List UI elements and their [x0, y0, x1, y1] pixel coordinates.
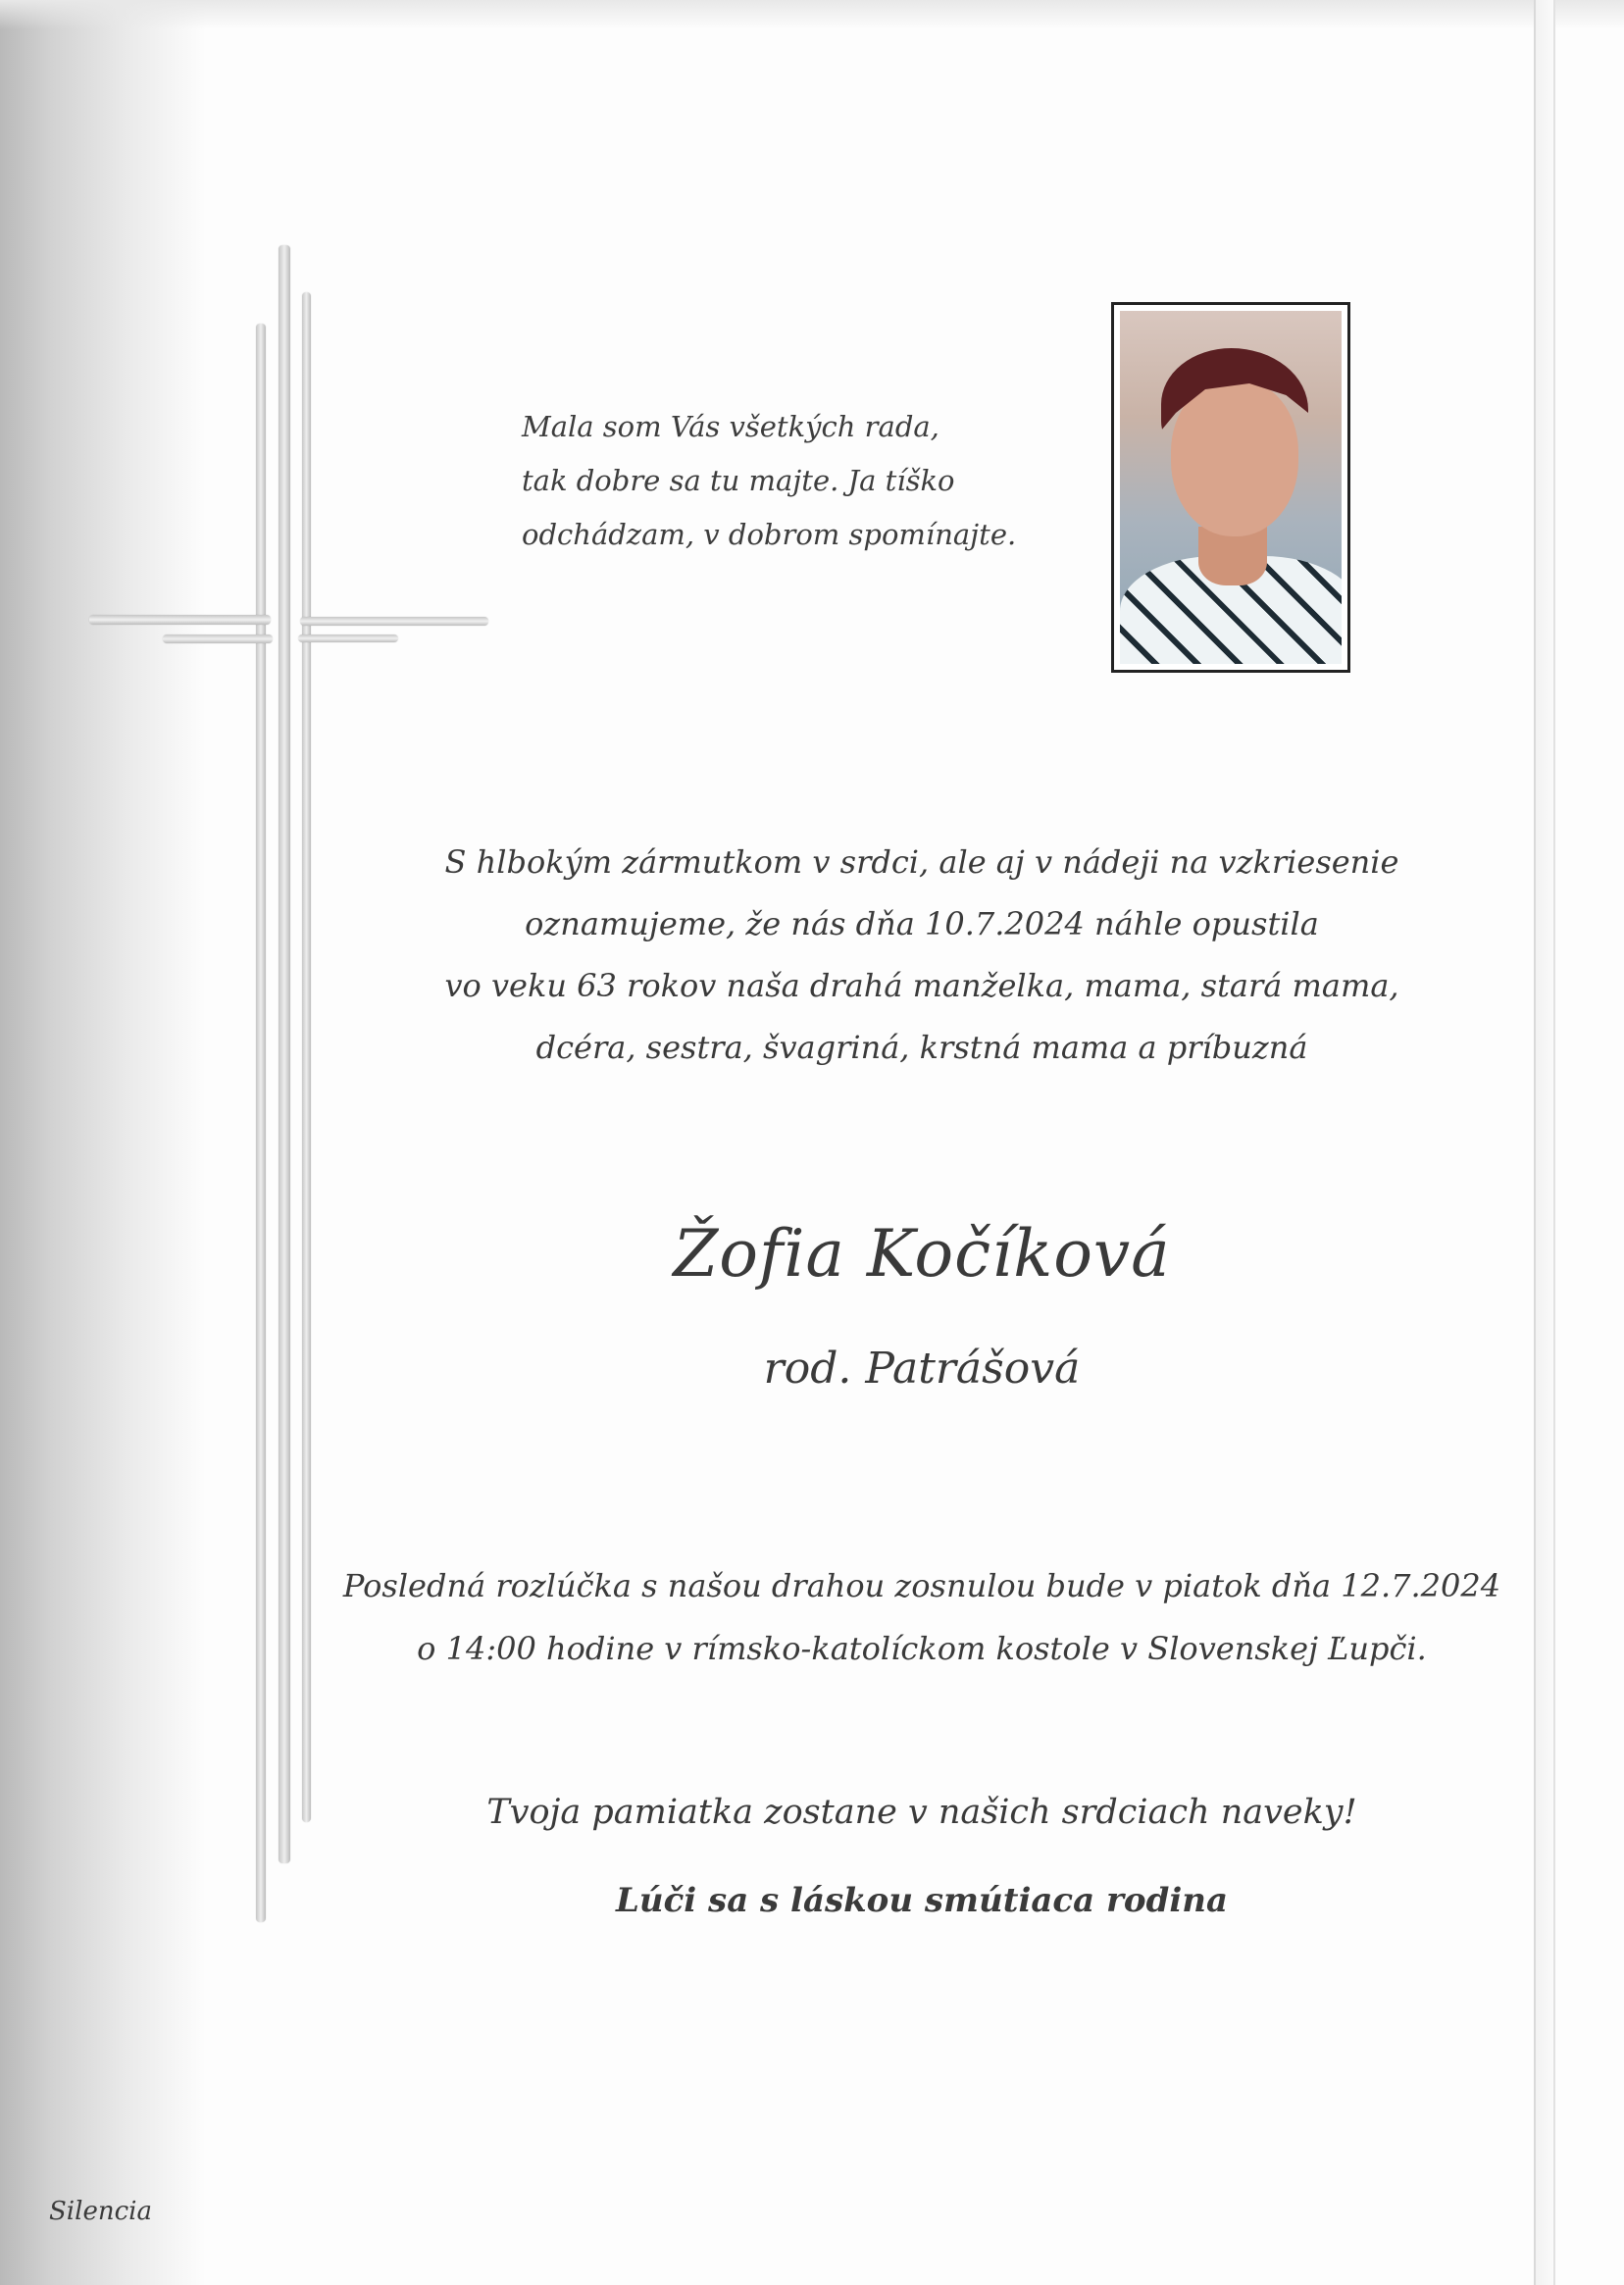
quote-line: odchádzam, v dobrom spomínajte. [522, 518, 1017, 551]
cross-bar-horizontal-right-lower [298, 635, 398, 642]
portrait-photo-frame [1111, 302, 1350, 673]
page-edge-right [1534, 0, 1553, 2285]
deceased-name: Žofia Kočíková [673, 1216, 1171, 1292]
page-shadow-top [0, 0, 1624, 29]
funeral-details [284, 1554, 1559, 1680]
cross-bar-horizontal-right-upper [300, 617, 488, 626]
cross-bar-horizontal-left-upper [89, 615, 271, 625]
announcement-line: dcéra, sestra, švagriná, krstná mama a príbuzná [535, 1029, 1308, 1066]
page-edge-line-outer [1553, 0, 1555, 2285]
quote-verse [522, 400, 1071, 562]
announcement-line: oznamujeme, že nás dňa 10.7.2024 náhle opustila [525, 905, 1319, 942]
maiden-name: rod. Patrášová [763, 1344, 1081, 1394]
announcement-line: vo veku 63 rokov naša drahá manželka, mama, stará mama, [444, 967, 1399, 1004]
cross-bar-horizontal-left-lower [163, 635, 273, 643]
cross-bar-vertical-left [256, 324, 266, 1922]
memory-line: Tvoja pamiatka zostane v našich srdciach naveky! [486, 1793, 1357, 1832]
family-farewell: Lúči sa s láskou smútiaca rodina [615, 1881, 1229, 1920]
quote-line: tak dobre sa tu majte. Ja tíško [522, 464, 955, 497]
page-edge-line [1534, 0, 1536, 2285]
funeral-line: Posledná rozlúčka s našou drahou zosnulou bude v piatok dňa 12.7.2024 [342, 1567, 1501, 1604]
announcement-text [373, 832, 1471, 1079]
quote-line: Mala som Vás všetkých rada, [522, 410, 939, 443]
brand-signature: Silencia [49, 2197, 152, 2226]
portrait-photo [1120, 311, 1342, 664]
funeral-line: o 14:00 hodine v rímsko-katolíckom kostole v Slovenskej Ľupči. [417, 1630, 1427, 1667]
announcement-line: S hlbokým zármutkom v srdci, ale aj v nádeji na vzkriesenie [444, 843, 1399, 881]
